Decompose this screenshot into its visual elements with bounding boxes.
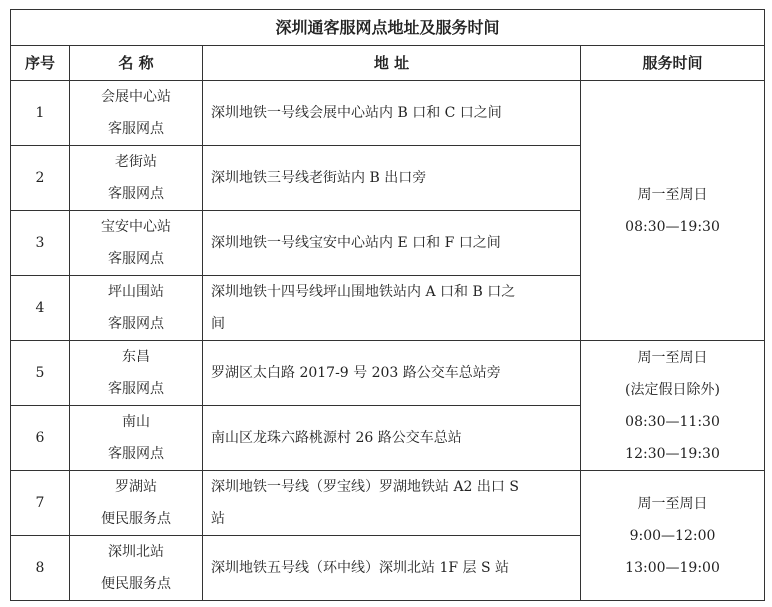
address-line1: 深圳地铁十四号线坪山围地铁站内 A 口和 B 口之	[211, 284, 516, 300]
name-line2: 客服网点	[108, 316, 164, 332]
seq-cell: 2	[11, 146, 70, 211]
table-row	[11, 471, 765, 536]
name-cell	[70, 341, 203, 406]
hours-line: 周一至周日	[637, 186, 708, 203]
address-line2: 站	[211, 511, 225, 527]
hours-line: 08:30—11:30	[625, 413, 720, 430]
header-address: 地 址	[203, 46, 581, 81]
name-line1: 老街站	[115, 154, 157, 170]
name-cell	[70, 471, 203, 536]
table-row	[11, 81, 765, 146]
seq-cell: 8	[11, 536, 70, 601]
address-line1: 深圳地铁一号线会展中心站内 B 口和 C 口之间	[211, 105, 502, 121]
name-cell	[70, 146, 203, 211]
name-line2: 客服网点	[108, 446, 164, 462]
address-line1: 深圳地铁五号线（环中线）深圳北站 1F 层 S 站	[211, 560, 510, 576]
header-seq: 序号	[11, 46, 70, 81]
name-line2: 客服网点	[108, 381, 164, 397]
hours-cell	[581, 341, 765, 471]
name-cell	[70, 276, 203, 341]
name-line2: 便民服务点	[101, 576, 171, 592]
seq-cell: 3	[11, 211, 70, 276]
hours-line: 13:00—19:00	[625, 559, 720, 576]
table-row	[11, 341, 765, 406]
header-name: 名 称	[70, 46, 203, 81]
name-line1: 罗湖站	[115, 479, 157, 495]
name-line2: 便民服务点	[101, 511, 171, 527]
service-points-table	[10, 9, 765, 601]
seq-cell: 5	[11, 341, 70, 406]
hours-cell	[581, 81, 765, 341]
address-line1: 南山区龙珠六路桃源村 26 路公交车总站	[211, 430, 462, 446]
header-hours: 服务时间	[581, 46, 765, 81]
hours-line: 周一至周日	[637, 349, 708, 366]
seq-cell: 1	[11, 81, 70, 146]
name-line2: 客服网点	[108, 251, 164, 267]
name-cell	[70, 81, 203, 146]
address-cell	[203, 471, 581, 536]
address-cell	[203, 146, 581, 211]
name-line1: 东昌	[122, 349, 150, 365]
address-cell	[203, 276, 581, 341]
address-line1: 深圳地铁三号线老街站内 B 出口旁	[211, 170, 427, 186]
address-cell	[203, 81, 581, 146]
address-cell	[203, 341, 581, 406]
address-line2: 间	[211, 316, 225, 332]
name-line1: 宝安中心站	[101, 219, 171, 235]
hours-line: 08:30—19:30	[625, 218, 720, 235]
hours-line: (法定假日除外)	[625, 381, 720, 398]
hours-cell	[581, 471, 765, 601]
name-line2: 客服网点	[108, 186, 164, 202]
name-line1: 会展中心站	[101, 89, 171, 105]
name-line1: 南山	[122, 414, 150, 430]
name-cell	[70, 536, 203, 601]
seq-cell: 6	[11, 406, 70, 471]
name-line2: 客服网点	[108, 121, 164, 137]
hours-line: 12:30—19:30	[625, 445, 720, 462]
name-cell	[70, 406, 203, 471]
address-line1: 罗湖区太白路 2017-9 号 203 路公交车总站旁	[211, 365, 501, 381]
hours-line: 周一至周日	[637, 495, 708, 512]
address-cell	[203, 211, 581, 276]
name-cell	[70, 211, 203, 276]
name-line1: 深圳北站	[108, 544, 164, 560]
address-cell	[203, 536, 581, 601]
address-line1: 深圳地铁一号线宝安中心站内 E 口和 F 口之间	[211, 235, 501, 251]
address-line1: 深圳地铁一号线（罗宝线）罗湖地铁站 A2 出口 S	[211, 479, 519, 495]
seq-cell: 7	[11, 471, 70, 536]
name-line1: 坪山围站	[108, 284, 164, 300]
address-cell	[203, 406, 581, 471]
hours-line: 9:00—12:00	[629, 527, 716, 544]
seq-cell: 4	[11, 276, 70, 341]
table-title: 深圳通客服网点地址及服务时间	[11, 10, 765, 46]
